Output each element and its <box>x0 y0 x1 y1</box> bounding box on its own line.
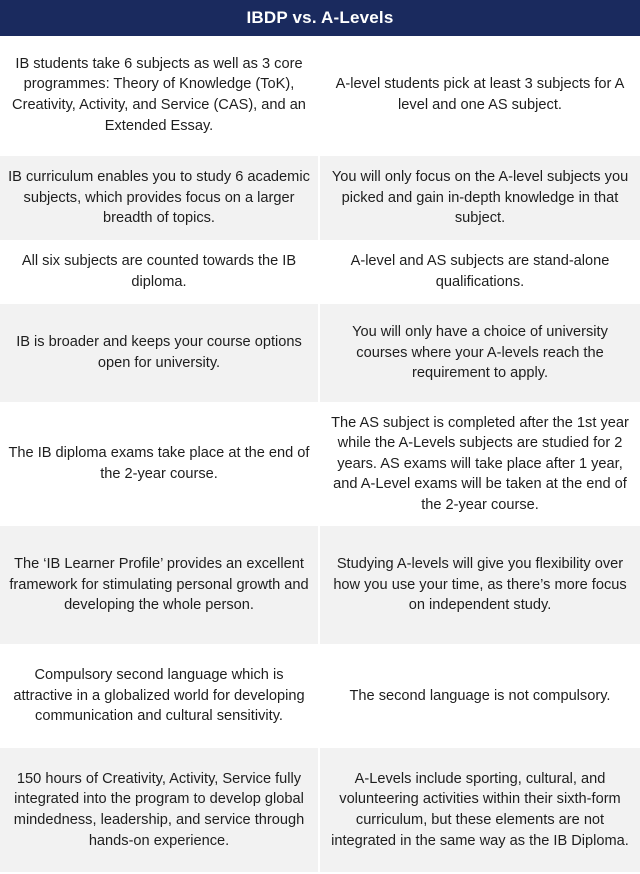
ib-cell: IB curriculum enables you to study 6 academic subjects, which provides focus on a larger breadth of topics. <box>0 156 320 240</box>
ib-cell: IB is broader and keeps your course options open for university. <box>0 304 320 402</box>
ib-cell: IB students take 6 subjects as well as 3 core programmes: Theory of Knowledge (ToK), Creativity, Activity, and Service (CAS), and an Extended Essay. <box>0 36 320 154</box>
table-row <box>0 646 640 748</box>
table-row <box>0 748 640 874</box>
ib-cell: The ‘IB Learner Profile’ provides an excellent framework for stimulating personal growth and developing the whole person. <box>0 526 320 644</box>
alevel-cell: A-Levels include sporting, cultural, and volunteering activities within their sixth-form curriculum, but these elements are not integrated in the same way as the IB Diploma. <box>331 770 629 849</box>
ib-cell: All six subjects are counted towards the IB diploma. <box>0 242 320 302</box>
ib-cell: 150 hours of Creativity, Activity, Service fully integrated into the program to develop global mindedness, leadership, and service through hands-on experience. <box>0 748 320 872</box>
table-row <box>0 304 640 404</box>
alevel-cell: The AS subject is completed after the 1st year while the A-Levels subjects are studied for 2 years. AS exams will take place after 1 year, and A-Level exams will be taken at the end of the 2-year course. <box>331 414 629 513</box>
alevel-cell: A-level students pick at least 3 subjects for A level and one AS subject. <box>335 76 625 113</box>
table-title: IBDP vs. A-Levels <box>0 0 640 36</box>
ib-cell: Compulsory second language which is attractive in a globalized world for developing communication and cultural sensitivity. <box>0 646 320 746</box>
comparison-table <box>0 36 640 874</box>
alevel-cell: You will only have a choice of university courses where your A-levels reach the requirement to apply. <box>352 324 608 382</box>
table-row <box>0 242 640 304</box>
alevel-cell: You will only focus on the A-level subjects you picked and gain in-depth knowledge in that subject. <box>331 169 629 227</box>
alevel-cell: A-level and AS subjects are stand-alone qualifications. <box>350 253 610 290</box>
table-row <box>0 404 640 526</box>
alevel-cell: The second language is not compulsory. <box>349 687 611 704</box>
table-row <box>0 36 640 156</box>
ib-cell: The IB diploma exams take place at the end of the 2-year course. <box>0 404 320 524</box>
table-row <box>0 156 640 242</box>
table-row <box>0 526 640 646</box>
alevel-cell: Studying A-levels will give you flexibility over how you use your time, as there’s more focus on independent study. <box>333 556 627 614</box>
